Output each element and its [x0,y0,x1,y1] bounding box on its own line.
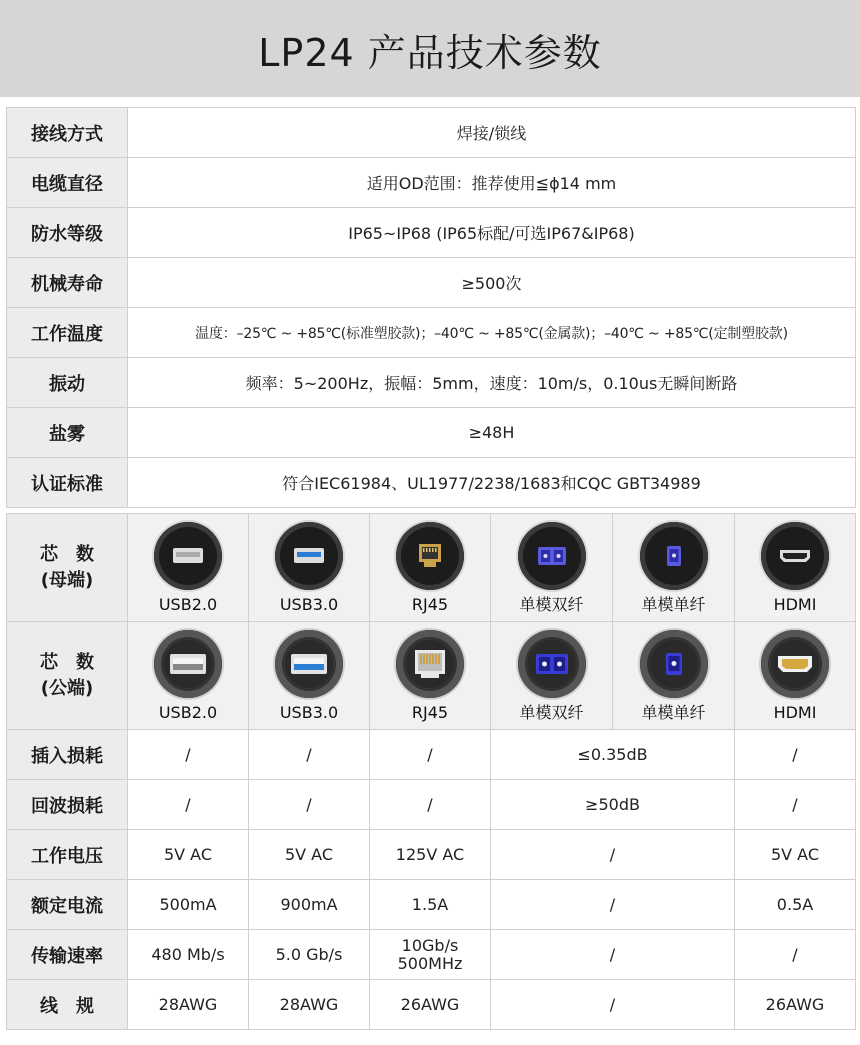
connector-name: USB2.0 [158,702,218,722]
table-row [7,880,856,930]
spec-value: 28AWG [249,980,370,1030]
spec-value: / [735,730,856,780]
female-connector-row [7,514,856,622]
connector-name: 单模双纤 [519,702,584,722]
table-row [7,208,856,258]
connector-spec-table [6,513,856,1030]
hdmi-plug-icon [761,630,829,698]
connector-name: USB3.0 [279,594,339,614]
spec-label: 插入损耗 [7,730,128,780]
spec-label: 工作电压 [7,830,128,880]
connector-cell [491,514,613,622]
table-row [7,830,856,880]
spec-label: 工作温度 [7,308,128,358]
simplex-fiber-port-icon [640,522,708,590]
spec-value: ≥48H [128,408,856,458]
rate-line: 10Gb/s [401,935,459,955]
connector-cell [370,622,491,730]
table-row [7,980,856,1030]
spec-value: 符合IEC61984、UL1977/2238/1683和CQC GBT34989 [128,458,856,508]
spec-value: 26AWG [735,980,856,1030]
connector-name: 单模单纤 [641,702,706,722]
spec-value: 500mA [128,880,249,930]
spec-value: 5V AC [735,830,856,880]
table-row [7,108,856,158]
connector-cell [370,514,491,622]
simplex-fiber-plug-icon [640,630,708,698]
connector-name: 单模单纤 [641,594,706,614]
spec-value: / [249,730,370,780]
connector-name: 单模双纤 [519,594,584,614]
page-title: LP24 产品技术参数 [258,31,602,75]
spec-value: 5V AC [249,830,370,880]
usb2-plug-icon [154,630,222,698]
spec-value: / [735,930,856,980]
spec-value: 1.5A [370,880,491,930]
spec-value: 0.5A [735,880,856,930]
connector-name: USB2.0 [158,594,218,614]
table-row [7,458,856,508]
spec-value: 125V AC [370,830,491,880]
rj45-port-icon [396,522,464,590]
connector-cell [735,622,856,730]
spec-label: 线 规 [7,980,128,1030]
connector-cell [613,514,735,622]
spec-value: IP65~IP68 (IP65标配/可选IP67&IP68) [128,208,856,258]
usb2-port-icon [154,522,222,590]
connector-cell [249,514,370,622]
rj45-plug-icon [396,630,464,698]
table-row [7,158,856,208]
connector-cell [128,622,249,730]
spec-value: / [370,730,491,780]
spec-value: 26AWG [370,980,491,1030]
connector-name: RJ45 [411,594,449,614]
connector-cell [491,622,613,730]
spec-value: 焊接/锁线 [128,108,856,158]
spec-label: 额定电流 [7,880,128,930]
spec-value: / [491,980,735,1030]
table-row [7,730,856,780]
connector-name: HDMI [773,594,817,614]
spec-value [370,930,491,980]
row-label-line1: 芯 数 [40,651,94,673]
spec-label: 传输速率 [7,930,128,980]
spec-value: / [491,880,735,930]
row-label-line1: 芯 数 [40,543,94,565]
spec-value: 5V AC [128,830,249,880]
spec-value: 频率：5~200Hz，振幅：5mm，速度：10m/s，0.10us无瞬间断路 [128,358,856,408]
spec-value: ≤0.35dB [491,730,735,780]
connector-cell [613,622,735,730]
spec-value: 适用OD范围：推荐使用≦ϕ14 mm [128,158,856,208]
usb3-plug-icon [275,630,343,698]
table-row [7,930,856,980]
connector-name: USB3.0 [279,702,339,722]
table-row [7,408,856,458]
spec-label: 防水等级 [7,208,128,258]
spec-value: 480 Mb/s [128,930,249,980]
spec-value: / [128,780,249,830]
connector-cell [249,622,370,730]
spec-value: / [128,730,249,780]
duplex-fiber-plug-icon [518,630,586,698]
spec-value: ≥50dB [491,780,735,830]
spec-value: / [370,780,491,830]
usb3-port-icon [275,522,343,590]
row-label-line2: (公端) [40,677,94,699]
spec-label: 电缆直径 [7,158,128,208]
spec-label: 机械寿命 [7,258,128,308]
connector-name: RJ45 [411,702,449,722]
connector-cell [128,514,249,622]
connector-name: HDMI [773,702,817,722]
spec-label: 振动 [7,358,128,408]
spec-value: / [249,780,370,830]
hdmi-port-icon [761,522,829,590]
spec-value: / [491,930,735,980]
table-row [7,258,856,308]
row-label-line2: (母端) [40,569,94,591]
spec-label: 认证标准 [7,458,128,508]
table-row [7,780,856,830]
table-row [7,308,856,358]
female-row-label [7,514,128,622]
spec-value: 28AWG [128,980,249,1030]
spec-label: 盐雾 [7,408,128,458]
spec-value: / [491,830,735,880]
spec-value: 5.0 Gb/s [249,930,370,980]
spec-value: / [735,780,856,830]
table-row [7,358,856,408]
spec-label: 接线方式 [7,108,128,158]
general-spec-table [6,107,856,508]
spec-value: ≥500次 [128,258,856,308]
spec-value: 900mA [249,880,370,930]
rate-line: 500MHz [397,953,463,973]
title-banner [0,0,860,97]
spec-value: 温度：–25℃ ~ +85℃(标准塑胶款)；–40℃ ~ +85℃(金属款)；–40℃ ~ +85℃(定制塑胶款) [128,308,856,358]
male-row-label [7,622,128,730]
spec-label: 回波损耗 [7,780,128,830]
duplex-fiber-port-icon [518,522,586,590]
connector-cell [735,514,856,622]
male-connector-row [7,622,856,730]
